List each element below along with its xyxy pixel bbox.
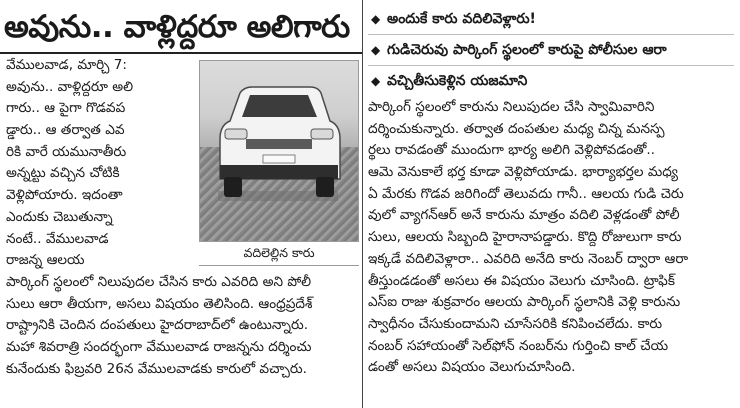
text-line: అవును.. వాళ్లిద్దరూ అలి xyxy=(6,78,134,95)
text-line: సులు ఆరా తీయగా, అసలు విషయం తెలిసింది. ఆంధ్రప్రదేశ్ xyxy=(6,295,313,312)
car-illustration xyxy=(200,61,358,241)
text-line: దర్శించుకున్నారు. తర్వాత దంపతుల మధ్య చిన్న మనస్ప xyxy=(368,120,665,137)
text-line: మహా శివరాత్రి సందర్భంగా వేములవాడ రాజన్నను దర్శించు xyxy=(6,339,312,356)
text-line: వెళ్లిపోయారు. ఇదంతా xyxy=(6,187,123,204)
text-line: ఇక్కడే వదిలివెళ్లారా.. ఎవరిది అనేది కారు నెంబర్ ద్వారా ఆరా xyxy=(368,250,689,267)
text-line: తీస్తుండడంతో అసలు ఈ విషయం వెలుగు చూసింది. ట్రాఫిక్ xyxy=(368,272,675,289)
text-line: ఏ మేరకు గొడవ జరిగిందో తెలువదు గానీ.. ఆలయ గుడి చెరు xyxy=(368,185,684,202)
headline-rule xyxy=(0,52,362,54)
photo-caption: వదిలెల్లిన కారు xyxy=(199,241,359,266)
subhead-text: వచ్చితీసుకెళ్లిన యజమాని xyxy=(387,73,528,89)
subhead-text: గుడిచెరువు పార్కింగ్ స్థలంలో కారుపై పోలీసుల ఆరా xyxy=(387,42,667,58)
text-line: కునేందుకు ఫిబ్రవరి 26న వేములవాడకు కారులో వచ్చారు. xyxy=(6,360,307,377)
subhead-1 xyxy=(371,6,731,32)
subhead-divider xyxy=(368,65,734,66)
text-line: ఎస్ఐ రాజు శుక్రవారం ఆలయ పార్కింగ్ స్థలానికి వెళ్లి కారును xyxy=(368,294,681,311)
text-line: నంబర్ సహాయంతో సెల్‌ఫోన్ నంబర్‌ను గుర్తించి కాల్ చేయ xyxy=(368,337,669,354)
subhead-2 xyxy=(371,37,731,63)
text-line: సులు, ఆలయ సిబ్బంది హైరానాపడ్డారు. కొద్ది రోజులుగా కారు xyxy=(368,229,682,246)
bottom-left-text xyxy=(6,272,362,380)
text-line: రికి వారే యమునాతీరు xyxy=(6,143,127,160)
text-line: వేములవాడ, మార్చి 7: xyxy=(6,57,127,73)
text-line: ఎందుకు చెబుతున్నా xyxy=(6,208,113,225)
column-divider xyxy=(362,0,363,408)
subhead-text: అందుకే కారు వదిలివెళ్లారు! xyxy=(387,11,536,27)
text-line: రాష్ట్రానికి చెందిన దంపతులు హైదరాబాద్‌లో ఉంటున్నారు. xyxy=(6,317,309,334)
subhead-3 xyxy=(371,68,731,94)
car-photo xyxy=(199,60,359,242)
bullet-icon: ◆ xyxy=(371,12,381,26)
text-line: పార్కింగ్ స్థలంలో కారును నిలుపుదల చేసి స్వామివారిని xyxy=(368,99,655,115)
text-line: పార్కింగ్ స్థలంలో నిలుపుదల చేసిన కారు ఎవరిది అని పోలీ xyxy=(6,274,312,290)
left-column-text xyxy=(6,55,192,272)
text-line: ర్థలు రావడంతో ముందుగా భార్య అలిగి వెళ్లిపోవడంతో.. xyxy=(368,142,656,159)
text-line: స్వాధీనం చేసుకుందామని చూసేసరికి కనిపించలేదు. కారు xyxy=(368,315,663,332)
text-line: గారు.. ఆ పైగా గొడవప xyxy=(6,100,126,117)
subhead-divider xyxy=(368,34,734,35)
text-line: ఆమె వెనుకాలే భర్త కూడా వెళ్లిపోయాడు. భార్యాభర్తల మధ్య xyxy=(368,164,678,181)
text-line: వులో వ్యాగన్‌ఆర్ అనే కారును మాత్రం వదిలి వెళ్లడంతో పోలీ xyxy=(368,207,680,224)
bullet-icon: ◆ xyxy=(371,43,381,57)
headline: అవును.. వాళ్లిద్దరూ అలిగారు xyxy=(4,9,350,45)
text-line: డ్డారు.. ఆ తర్వాత ఎవ xyxy=(6,122,125,139)
right-column-text xyxy=(368,97,736,379)
text-line: అన్నట్టు వచ్చిన చోటికి xyxy=(6,165,120,182)
text-line: డంతో అసలు విషయం వెలుగుచూసింది. xyxy=(368,359,576,376)
text-line: నంటే.. వేములవాడ xyxy=(6,230,109,247)
bullet-icon: ◆ xyxy=(371,74,381,88)
text-line: రాజన్న ఆలయ xyxy=(6,252,85,269)
